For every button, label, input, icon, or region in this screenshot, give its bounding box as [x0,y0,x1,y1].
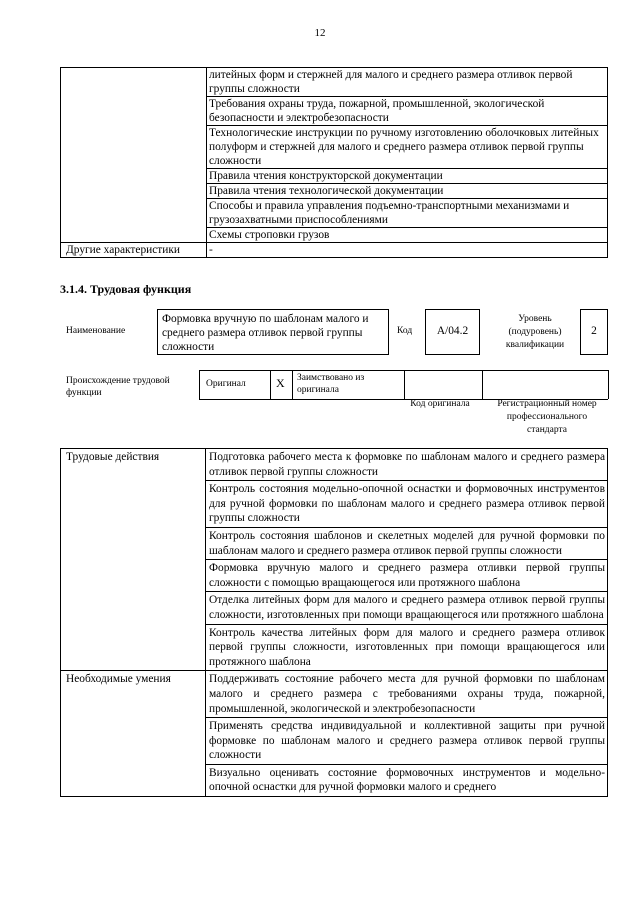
name-label: Наименование [66,326,126,336]
divider [292,370,293,399]
table-row: Отделка литейных форм для малого и среднего размера отливок первой группы сложности, изготовленных при помощи вращающегося или протяжного шаблона [206,592,608,624]
section-title: 3.1.4. Трудовая функция [60,282,192,296]
level-label: Уровень (подуровень) квалификации [505,314,565,350]
divider [482,370,483,399]
table-row: литейных форм и стержней для малого и среднего размера отливок первой группы сложности [207,68,608,97]
table-row: Правила чтения технологической документации [207,184,608,199]
table-row: Контроль качества литейных форм для малого и среднего размера отливок первой группы сложности, изготовленных при помощи вращающегося или протяжного шаблона [206,624,608,671]
divider [270,370,271,399]
page-number: 12 [314,27,326,39]
table-row: Поддерживать состояние рабочего места для ручной формовки по шаблонам малого и среднего размера с требованиями охраны труда, пожарной, промышленной, экологической и электробезопасности [206,671,608,718]
table-row: Требования охраны труда, пожарной, промышленной, экологической безопасности и электробезопасности [207,97,608,126]
origin-label: Происхождение трудовой функции [66,376,170,398]
borrowed-label: Заимствовано из оригинала [297,373,365,395]
table-row: Визуально оценивать состояние формовочных инструментов и модельно-опочной оснастки для ручной формовки малого и среднего [206,764,608,796]
original-checkmark: X [276,376,285,390]
divider [199,370,200,399]
actions-label: Трудовые действия [61,449,206,671]
function-code: А/04.2 [425,309,480,355]
knowledge-table [60,67,608,258]
table-row: Применять средства индивидуальной и коллективной защиты при ручной формовке по шаблонам малого и среднего размера отливок первой группы сложности [206,718,608,765]
other-characteristics-label: Другие характеристики [61,243,207,258]
code-original-caption: Код оригинала [410,399,470,409]
table-row: Контроль состояния шаблонов и скелетных моделей для ручной формовки по шаблонам малого и среднего размера отливок первой группы сложности [206,527,608,559]
table-cell-empty [61,68,207,243]
skills-label: Необходимые умения [61,671,206,797]
table-row: Подготовка рабочего места к формовке по шаблонам малого и среднего размера отливок первой группы сложности [206,449,608,481]
original-label: Оригинал [206,379,246,389]
table-row: Схемы строповки грузов [207,228,608,243]
table-row: Правила чтения конструкторской документации [207,169,608,184]
table-row: Контроль состояния модельно-опочной оснастки и формовочных инструментов для ручной формовки по шаблонам малого и среднего размера отливок первой группы сложности [206,481,608,528]
divider [404,370,405,399]
labor-function-table [60,448,608,797]
code-label: Код [397,326,413,336]
table-row: Технологические инструкции по ручному изготовлению оболочковых литейных полуформ и стержней для малого и среднего размера отливок первой группы сложности [207,126,608,169]
function-name: Формовка вручную по шаблонам малого и среднего размера отливок первой группы сложности [157,309,389,355]
other-characteristics-value: - [207,243,608,258]
level-value: 2 [580,309,608,355]
reg-number-caption: Регистрационный номер профессионального стандарта [497,399,597,435]
table-row: Формовка вручную малого и среднего размера отливки первой группы сложности с помощью вращающегося или протяжного шаблона [206,560,608,592]
divider [608,370,609,399]
table-row: Способы и правила управления подъемно-транспортными механизмами и грузозахватными приспособлениями [207,199,608,228]
